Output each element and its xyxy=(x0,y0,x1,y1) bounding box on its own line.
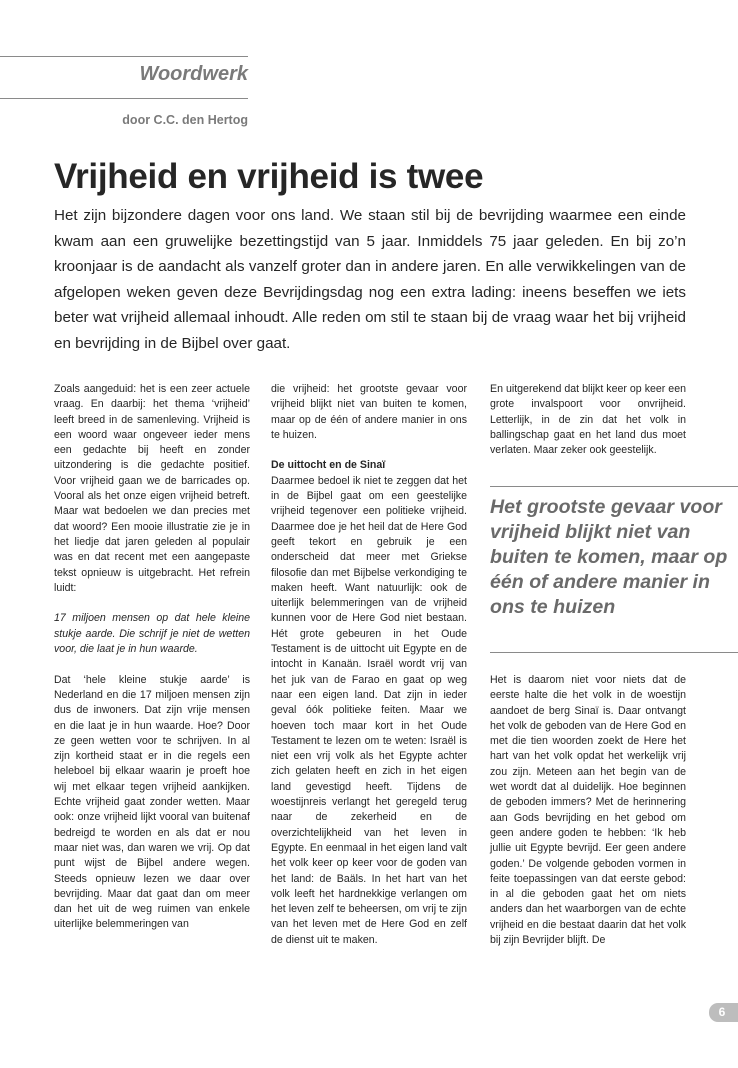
pullquote-rule-bottom xyxy=(490,652,738,653)
article-lead: Het zijn bijzondere dagen voor ons land. We staan stil bij de bevrijding waarmee een einde kwam aan een gruwelijke bezettingstijd van 5 jaar. Inmiddels 75 jaar geleden. En bij zo’n kroonjaar is de aandacht als vanzelf groter dan in andere jaren. En alle verwikkelingen van de afgelopen weken geven deze Bevrijdingsdag nog een extra lading: ineens beseffen we iets beter wat vrijheid allemaal inhoudt. Alle reden om stil te staan bij de vraag waar het bij vrijheid en bevrijding in de Bijbel over gaat. xyxy=(54,207,686,352)
paragraph: Daarmee bedoel ik niet te zeggen dat het in de Bijbel gaat om een geestelijke vrijheid tegenover een politieke vrijheid. Daarmee doe je het heil dat de Here God geeft tekort en gebruik je een onderscheid dat meer met Griekse filosofie dan met Bijbelse verkondiging te maken heeft. Want natuurlijk: ook de uiterlijk belemmeringen van de vrijheid kunnen voor de Here God niet bestaan. Hét grote gebeuren in het Oude Testament is de uittocht uit Egypte en de intocht in Kanaän. Israël wordt vrij van het juk van de Farao en gaat op weg naar een eigen land. Dat zijn in ieder geval óók politieke feiten. Maar we hoeven toch maar kort in het Oude Testament te lezen om te weten: Israël is niet een vrij volk als het Egypte achter zich gelaten heeft en zich in het eigen land gevestigd heeft. Tijdens de woestijnreis verlangt het geregeld terug naar de zekerheid en de overzichtelijkheid van het leven in Egypte. En eenmaal in het eigen land valt het volk keer op keer voor de goden van het land: de Baäls. In het hart van het volk leeft het hardnekkige verlangen om het leven zelf te beheersen, om vrij te zijn van het leven met de Here God en zelf de dienst uit te maken. xyxy=(271,474,467,946)
column-2 xyxy=(271,382,467,948)
column-3-bottom xyxy=(490,673,686,948)
author-byline: door C.C. den Hertog xyxy=(122,113,248,127)
paragraph: En uitgerekend dat blijkt keer op keer een grote invalspoort voor onvrijheid. Letterlijk, in de zin dat het volk in ballingschap gaat en het land dus moet verlaten. Maar zeker ook geestelijk. xyxy=(490,383,686,457)
page-number-badge: 6 xyxy=(709,1003,738,1022)
header-rule-top xyxy=(0,56,248,57)
song-quote: 17 miljoen mensen op dat hele kleine stukje aarde. Die schrijf je niet de wetten voor, die laat je in hun waarde. xyxy=(54,612,250,656)
column-1 xyxy=(54,382,250,933)
subheading: De uittocht en de Sinaï xyxy=(271,459,386,472)
article-title: Vrijheid en vrijheid is twee xyxy=(54,157,484,196)
column-3-top xyxy=(490,382,686,458)
pull-quote: Het grootste gevaar voor vrijheid blijkt niet van buiten te komen, maar op één of andere manier in ons te huizen xyxy=(490,496,728,618)
header-rule-bottom xyxy=(0,98,248,99)
paragraph: Het is daarom niet voor niets dat de eerste halte die het volk in de woestijn aandoet de berg Sinaï is. Daar ontvangt het volk de geboden van de Here God en met die tien woorden zoekt de Here het hart van het volk opdat het werkelijk vrij zou zijn. Meteen aan het begin van de wet wordt dat al duidelijk. Hoe beginnen de geboden immers? Met de herinnering aan Gods bevrijding en het gebod om geen andere goden te hebben: ‘Ik heb jullie uit Egypte bevrijd. Eer geen andere goden.’ De volgende geboden vormen in feite toepassingen van dat eerste gebod: in al die geboden gaat het om niets anders dan het waarborgen van de echte vrijheid en die bestaat daarin dat het volk bij zijn Bevrijder blijft. De xyxy=(490,674,686,947)
paragraph: die vrijheid: het grootste gevaar voor vrijheid blijkt niet van buiten te komen, maar op de één of andere manier in ons te huizen. xyxy=(271,383,467,441)
section-title: Woordwerk xyxy=(139,63,248,85)
pullquote-rule-top xyxy=(490,486,738,487)
paragraph: Dat ‘hele kleine stukje aarde’ is Nederland en die 17 miljoen mensen zijn dus de inwoners. Dat zijn vrije mensen en die laat je in hun waarde. Hoe? Door ze geen wetten voor te schrijven. In al zijn kortheid staat er in die regels een heleboel bij elkaar waarin je proeft hoe wij met elkaar tegen vrijheid aankijken. Echte vrijheid gaat zonder wetten. Maar ook: onze vrijheid lijkt vooral van buitenaf bedreigd te worden en als dat er nou maar niet was, dan waren we vrij. Op dat punt wijst de Bijbel andere wegen. Steeds opnieuw lezen we daar over bevrijding. Maar dat gaat dan om meer dan het uit de weg ruimen van enkele uiterlijke belemmeringen van xyxy=(54,673,250,931)
paragraph: Zoals aangeduid: het is een zeer actuele vraag. En daarbij: het thema ‘vrijheid’ leeft breed in de samenleving. Vrijheid is een woord waar ongeveer ieder mens een gedachte bij heeft en zonder uitzondering is die gedachte positief. Voor vrijheid gaan we de barricades op. Vooral als het onze eigen vrijheid betreft. Maar wat bedoelen we dan precies met dat woord? Een mooie illustratie zie je in het liedje dat jaren geleden al populair was en dat recent met een aangepaste tekst opnieuw is uitgebracht. Het refrein luidt: xyxy=(54,383,250,594)
